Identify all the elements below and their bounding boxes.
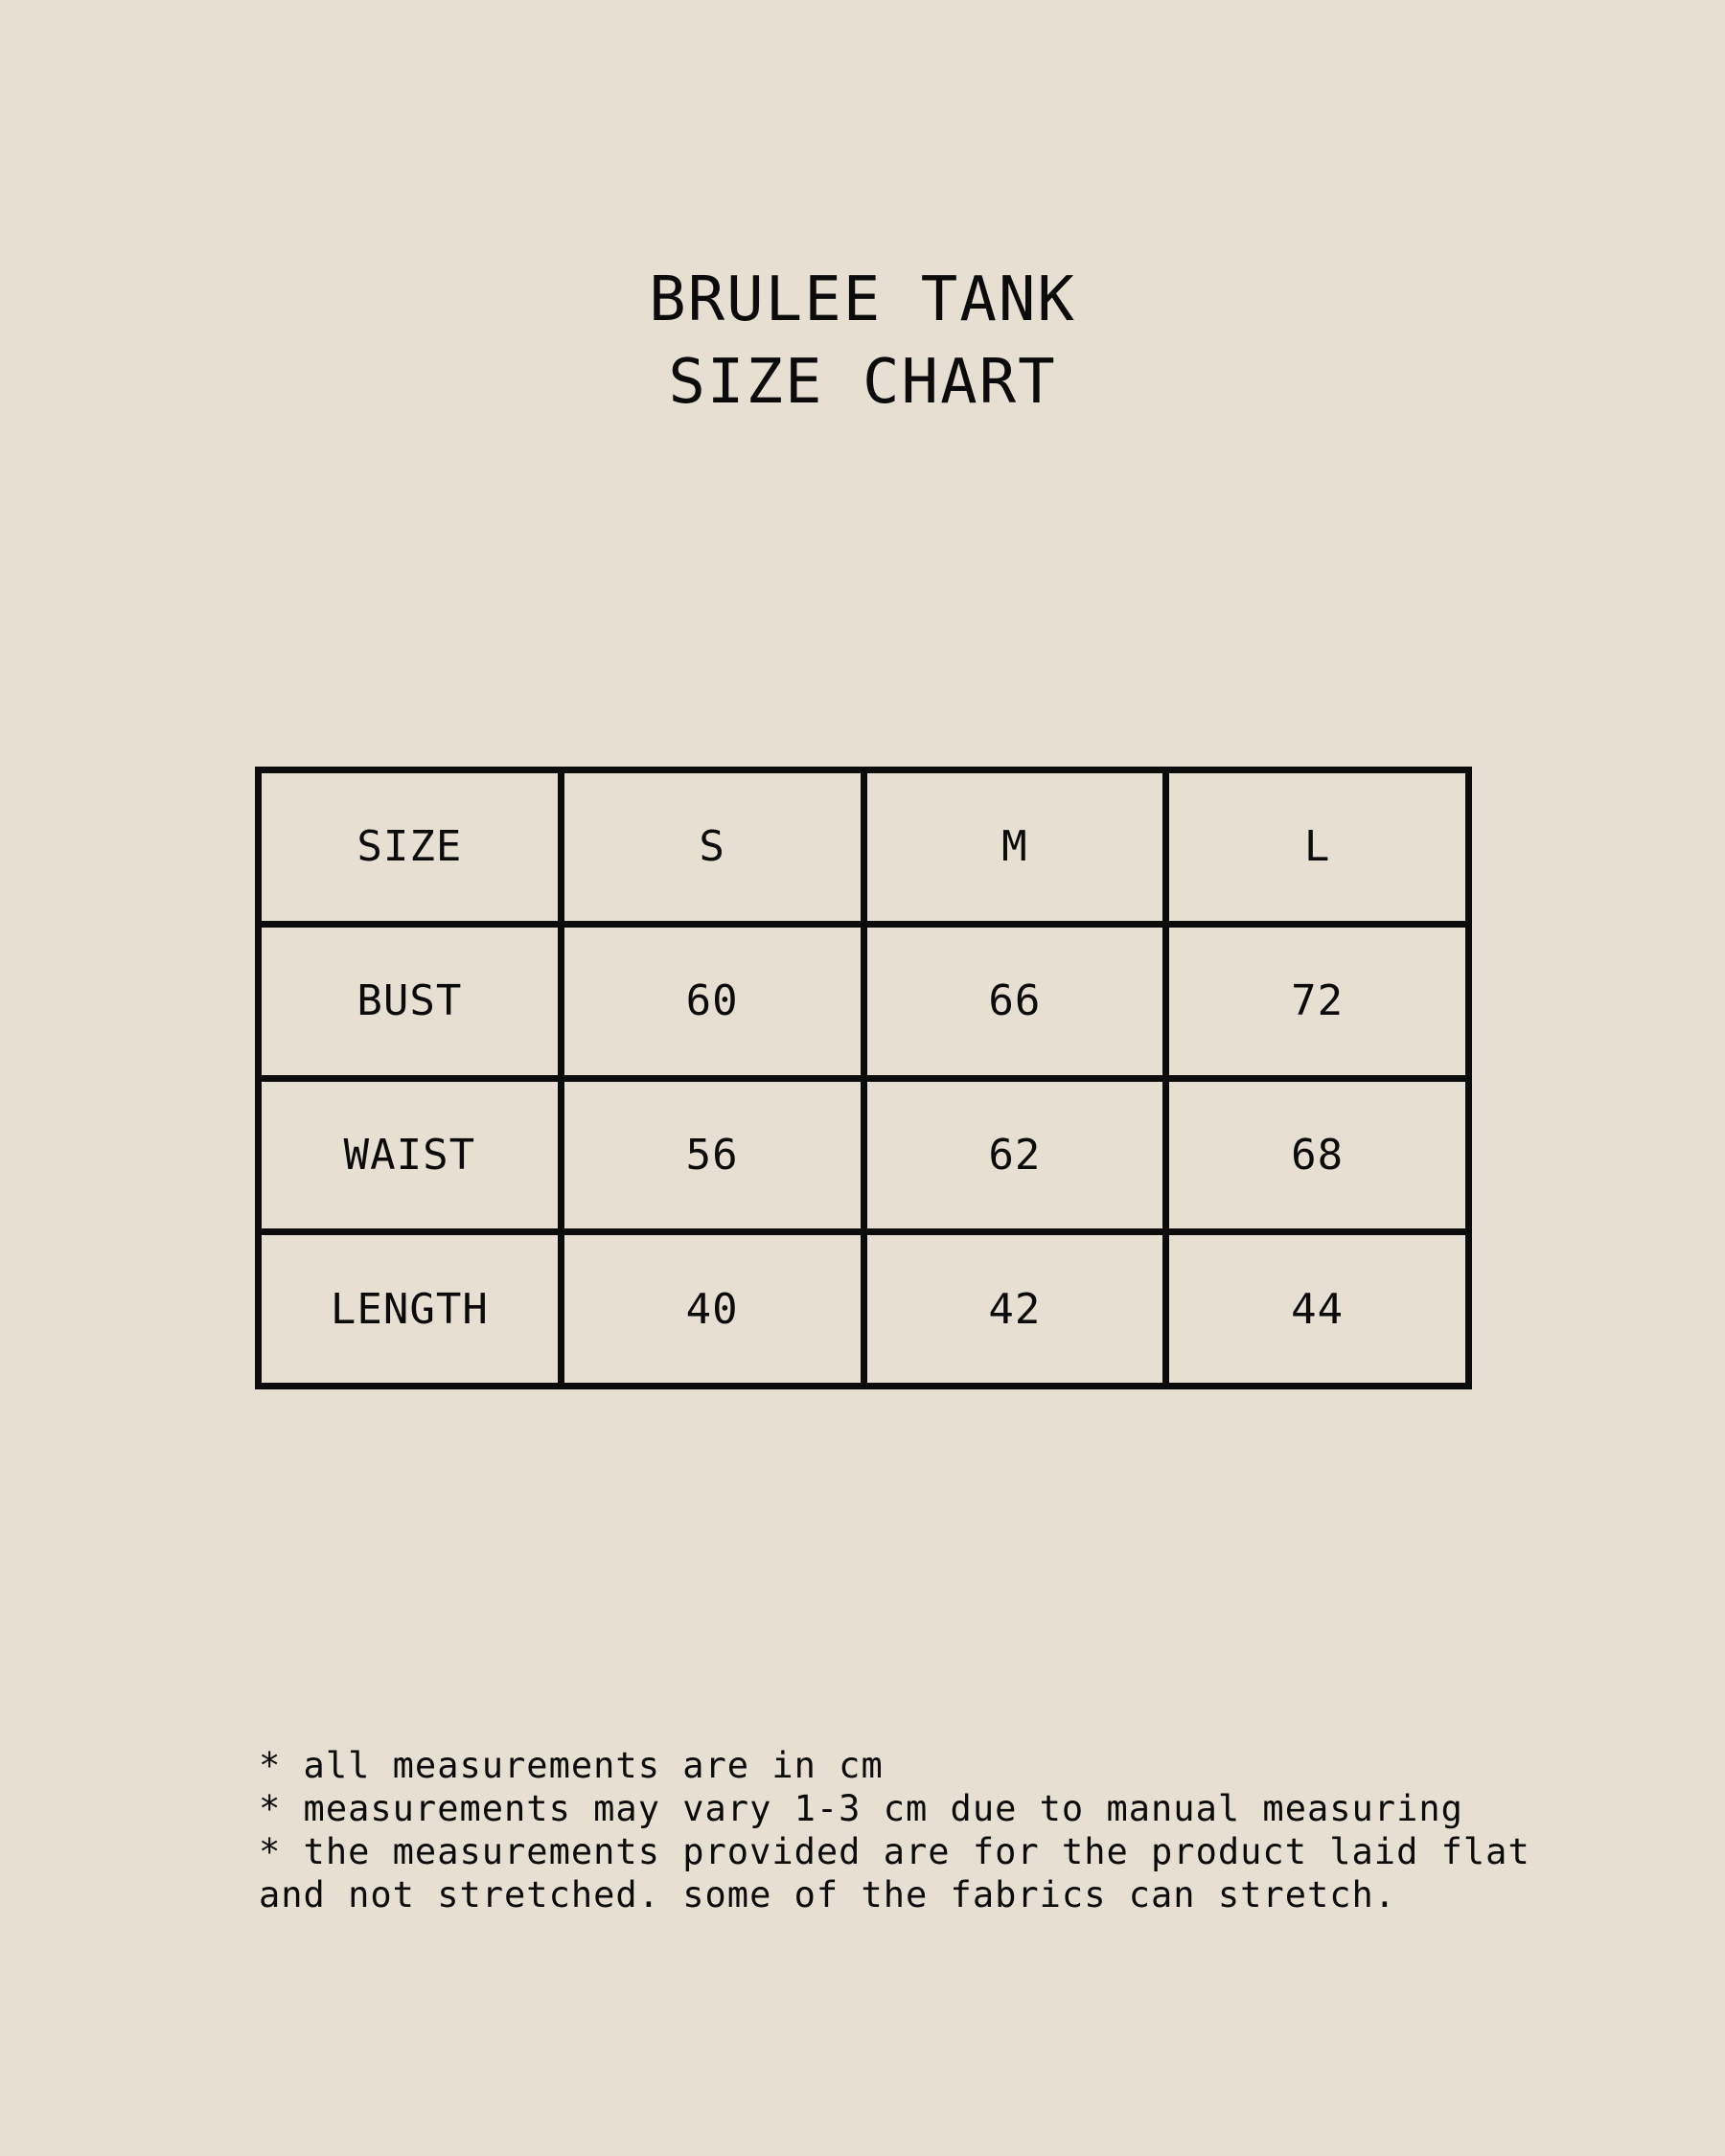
waist-l-value: 68 xyxy=(1166,1078,1469,1232)
size-chart-table xyxy=(255,767,1472,1389)
note-line: * measurements may vary 1-3 cm due to manual measuring xyxy=(259,1788,1463,1829)
waist-s-value: 56 xyxy=(561,1078,863,1232)
note-line: * all measurements are in cm xyxy=(259,1745,884,1786)
note-line: * the measurements provided are for the product laid flat xyxy=(259,1831,1530,1872)
title-line-chart: SIZE CHART xyxy=(668,347,1057,418)
bust-s-value: 60 xyxy=(561,924,863,1078)
bust-m-value: 66 xyxy=(863,924,1166,1078)
header-cell-size: SIZE xyxy=(259,770,562,925)
page-title xyxy=(0,259,1725,424)
header-cell-m: M xyxy=(863,770,1166,925)
length-s-value: 40 xyxy=(561,1232,863,1387)
header-cell-l: L xyxy=(1166,770,1469,925)
table-row-length xyxy=(259,1232,1469,1387)
table-header-row xyxy=(259,770,1469,925)
header-cell-s: S xyxy=(561,770,863,925)
length-m-value: 42 xyxy=(863,1232,1166,1387)
length-l-value: 44 xyxy=(1166,1232,1469,1387)
measurement-notes xyxy=(259,1744,1530,1916)
row-label-length: LENGTH xyxy=(259,1232,562,1387)
row-label-bust: BUST xyxy=(259,924,562,1078)
table-row-bust xyxy=(259,924,1469,1078)
waist-m-value: 62 xyxy=(863,1078,1166,1232)
table-row-waist xyxy=(259,1078,1469,1232)
row-label-waist: WAIST xyxy=(259,1078,562,1232)
bust-l-value: 72 xyxy=(1166,924,1469,1078)
title-line-product: BRULEE TANK xyxy=(649,264,1076,335)
note-line: and not stretched. some of the fabrics can stretch. xyxy=(259,1874,1397,1915)
